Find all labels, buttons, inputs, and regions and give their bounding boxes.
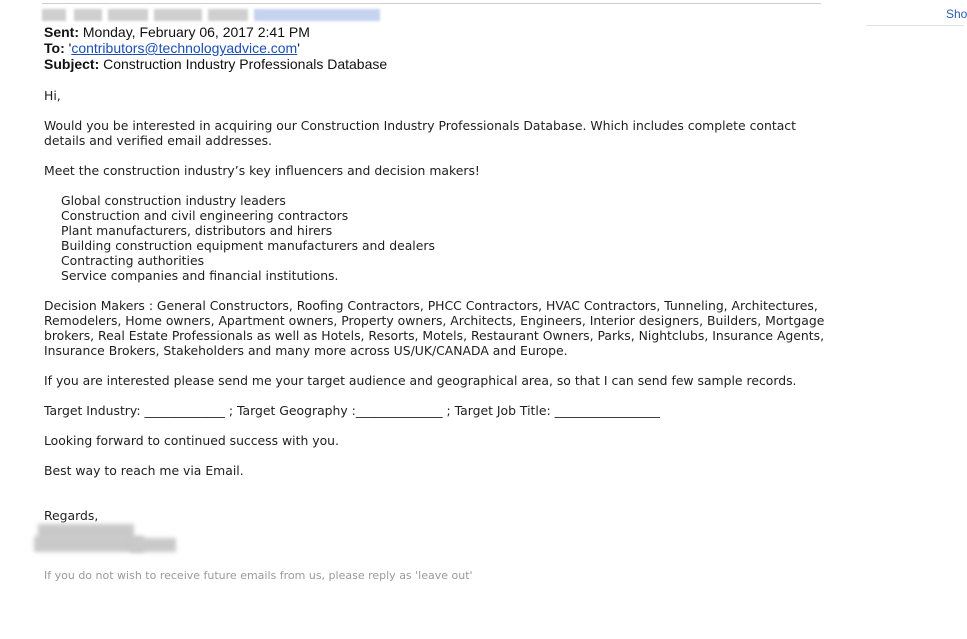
best-way-line: Best way to reach me via Email. (44, 463, 244, 478)
para1-line1: Would you be interested in acquiring our Construction Industry Professionals Database. Which includes complete contact (44, 118, 796, 133)
target-fields-line: Target Industry: _____________ ; Target Geography :______________ ; Target Job Title: _________________ (44, 403, 660, 418)
to-quote-close: ' (297, 40, 300, 56)
from-redacted (42, 9, 380, 21)
to-quote-open: ' (68, 40, 72, 56)
list-item: Global construction industry leaders (61, 193, 286, 208)
subject-row (44, 56, 387, 72)
sent-value: Monday, February 06, 2017 2:41 PM (82, 24, 310, 40)
decision-makers-line1: Decision Makers : General Constructors, Roofing Contractors, PHCC Contractors, HVAC Contractors, Tunneling, Architectures, (44, 298, 818, 313)
decision-makers-line4: Insurance Brokers, Stakeholders and many more across US/UK/CANADA and Europe. (44, 343, 568, 358)
sent-label: Sent: (44, 24, 79, 40)
intro-line: Meet the construction industry’s key influencers and decision makers! (44, 163, 480, 178)
para1-line2: details and verified email addresses. (44, 133, 272, 148)
list-item: Service companies and financial institutions. (61, 268, 339, 283)
decision-makers-line3: brokers, Real Estate Professionals as well as Hotels, Resorts, Motels, Restaurant Owners, Parks, Nightclubs, Insurance Agents, (44, 328, 825, 343)
signature-redacted (34, 522, 204, 556)
subject-value: Construction Industry Professionals Database (103, 56, 388, 72)
regards-line: Regards, (44, 508, 99, 523)
decision-makers-line2: Remodelers, Home owners, Apartment owners, Property owners, Architects, Engineers, Interior designers, Builders, Mortgage (44, 313, 825, 328)
list-item: Building construction equipment manufacturers and dealers (61, 238, 435, 253)
subject-label: Subject: (44, 56, 100, 72)
header-divider (42, 3, 821, 4)
to-label: To: (44, 40, 65, 56)
list-item: Construction and civil engineering contractors (61, 208, 349, 223)
unsubscribe-note: If you do not wish to receive future emails from us, please reply as 'leave out' (44, 569, 473, 582)
to-email-link[interactable]: contributors@technologyadvice.com (71, 40, 298, 56)
list-item: Plant manufacturers, distributors and hirers (61, 223, 333, 238)
show-link[interactable]: Sho (946, 7, 967, 21)
request-line: If you are interested please send me your target audience and geographical area, so that I can send few sample records. (44, 373, 797, 388)
greeting: Hi, (44, 88, 61, 103)
list-item: Contracting authorities (61, 253, 205, 268)
sent-row (44, 24, 310, 40)
to-row (44, 40, 300, 56)
right-divider (866, 25, 964, 26)
looking-forward-line: Looking forward to continued success with you. (44, 433, 339, 448)
